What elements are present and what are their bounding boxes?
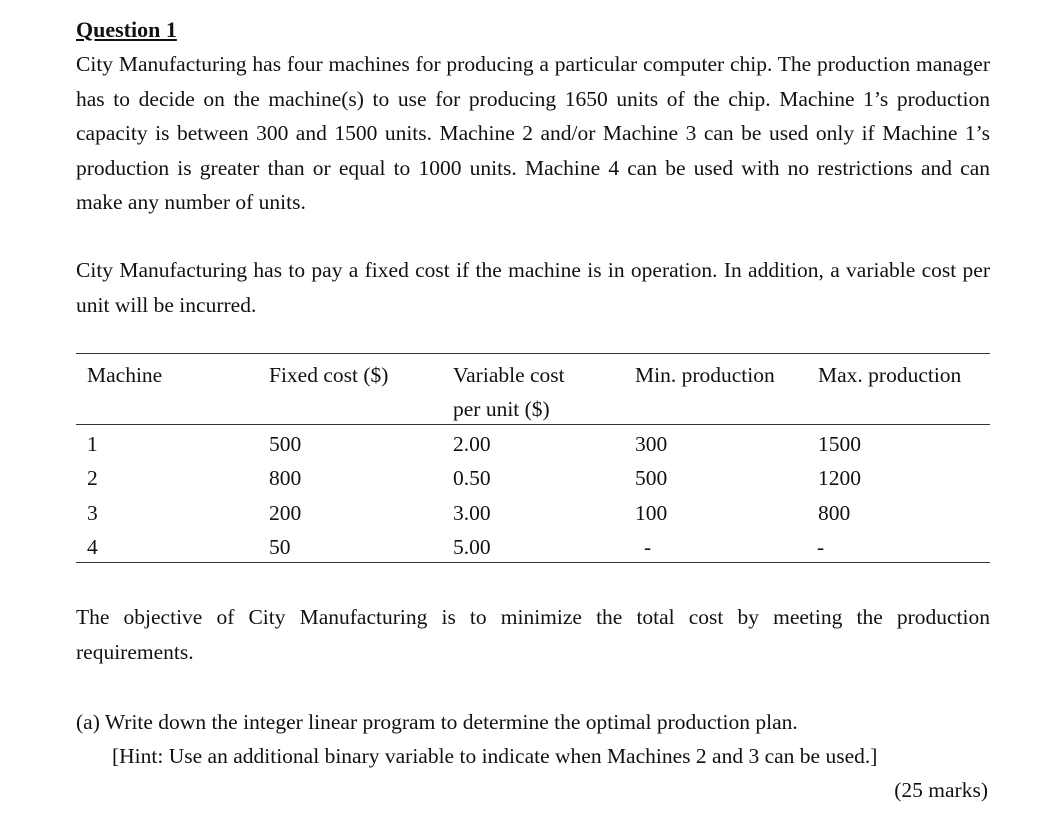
cell-min-production: -: [644, 535, 652, 559]
header-machine: Machine: [87, 363, 163, 387]
header-fixed-cost: Fixed cost ($): [269, 363, 389, 387]
cell-max-production: 1200: [818, 466, 861, 490]
header-max-production: Max. production: [818, 363, 962, 387]
objective-description: The objective of City Manufacturing is to minimize the total cost by meeting the production requirements.: [76, 605, 990, 664]
cell-variable-cost: 3.00: [453, 501, 491, 525]
cell-max-production: -: [817, 535, 825, 559]
part-a-marks: (25 marks): [894, 778, 988, 802]
part-a-question: (a) Write down the integer linear program to determine the optimal production plan.: [76, 710, 798, 734]
cell-fixed-cost: 500: [269, 432, 302, 456]
header-min-production: Min. production: [635, 363, 775, 387]
cell-variable-cost: 5.00: [453, 535, 491, 559]
cell-variable-cost: 0.50: [453, 466, 491, 490]
cell-fixed-cost: 50: [269, 535, 291, 559]
part-a-hint: [Hint: Use an additional binary variable to indicate when Machines 2 and 3 can be used.]: [112, 744, 878, 768]
question-heading: Question 1: [76, 17, 177, 42]
header-variable-cost-unit: per unit ($): [453, 397, 550, 421]
cell-machine: 3: [87, 501, 98, 525]
cell-fixed-cost: 200: [269, 501, 302, 525]
cell-machine: 4: [87, 535, 98, 559]
cell-machine: 2: [87, 466, 98, 490]
table-bottom-rule: [76, 562, 990, 563]
cell-max-production: 800: [818, 501, 851, 525]
cell-variable-cost: 2.00: [453, 432, 491, 456]
cell-fixed-cost: 800: [269, 466, 302, 490]
table-header-rule: [76, 424, 990, 425]
problem-description: City Manufacturing has four machines for producing a particular computer chip. The production manager has to decide on the machine(s) to use for producing 1650 units of the chip. Machine 1’s production capacity is between 300 and 1500 units. Machine 2 and/or Machine 3 can be used only if Machine 1’s production is greater than or equal to 1000 units. Machine 4 can be used with no restrictions and can make any number of units.: [76, 52, 990, 214]
header-variable-cost: Variable cost: [453, 363, 565, 387]
table-top-rule: [76, 353, 990, 354]
cell-max-production: 1500: [818, 432, 861, 456]
cell-machine: 1: [87, 432, 98, 456]
cost-description: City Manufacturing has to pay a fixed cost if the machine is in operation. In addition, a variable cost per unit will be incurred.: [76, 258, 990, 317]
cell-min-production: 100: [635, 501, 668, 525]
cell-min-production: 500: [635, 466, 668, 490]
cell-min-production: 300: [635, 432, 668, 456]
